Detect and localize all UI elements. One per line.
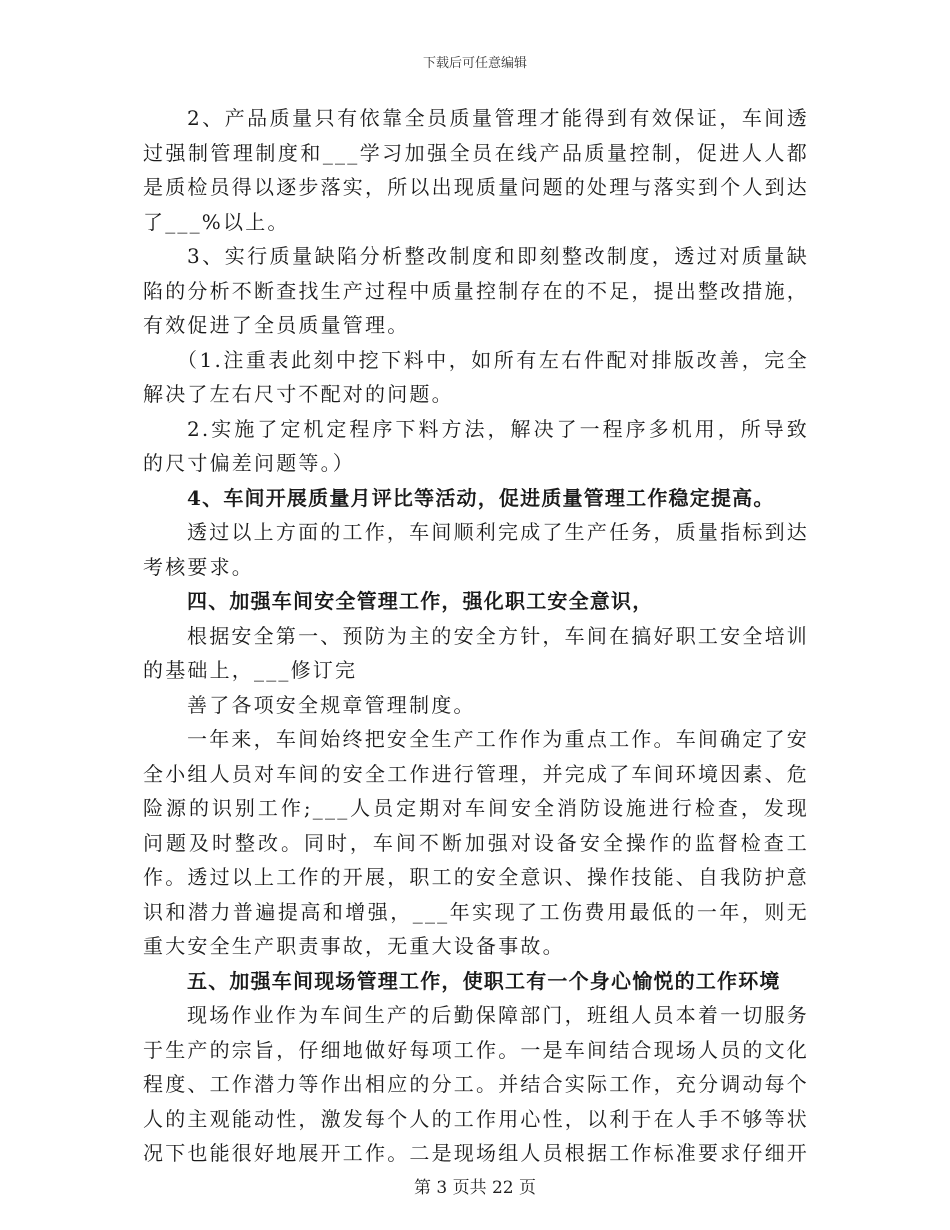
paragraph-quality-month: 4、车间开展质量月评比等活动，促进质量管理工作稳定提高。 bbox=[187, 485, 775, 510]
page-header: 下载后可任意编辑 bbox=[422, 56, 527, 71]
paragraph-defect-analysis: 3、实行质量缺陷分析整改制度和即刻整改制度，透过对质量缺陷的分析不断查找生产过程中质量控制存在的不足，提出整改措施，有效促进了全员质量管理。 bbox=[143, 244, 809, 337]
paragraph-safety-rules: 善了各项安全规章管理制度。 bbox=[187, 692, 476, 717]
paragraph-quality-management: 2、产品质量只有依靠全员质量管理才能得到有效保证，车间透过强制管理制度和___学习加强全员在线产品质量控制，促进人人都是质检员得以逐步落实，所以出现质量问题的处理与落实到个人到达了___%以上。 bbox=[143, 106, 809, 234]
paragraph-safety-year: 一年来，车间始终把安全生产工作作为重点工作。车间确定了安全小组人员对车间的安全工作进行管理，并完成了车间环境因素、危险源的识别工作;___人员定期对车间安全消防设施进行检查，发现问题及时整改。同时，车间不断加强对设备安全操作的监督检查工作。透过以上工作的开展，职工的安全意识、操作技能、自我防护意识和潜力普遍提高和增强，___年实现了工伤费用最低的一年，则无重大安全生产职责事故，无重大设备事故。 bbox=[143, 727, 809, 958]
paragraph-safety-policy: 根据安全第一、预防为主的安全方针，车间在搞好职工安全培训的基础上，___修订完 bbox=[143, 623, 809, 682]
section-heading-site-management: 五、加强车间现场管理工作，使职工有一个身心愉悦的工作环境 bbox=[187, 968, 781, 993]
paragraph-note-1: （1.注重表此刻中挖下料中，如所有左右件配对排版改善，完全解决了左右尺寸不配对的问题。 bbox=[143, 347, 809, 406]
section-heading-safety: 四、加强车间安全管理工作，强化职工安全意识， bbox=[187, 589, 654, 613]
document-body bbox=[143, 101, 809, 1171]
paragraph-summary: 透过以上方面的工作，车间顺利完成了生产任务，质量指标到达考核要求。 bbox=[143, 520, 809, 579]
paragraph-site-work: 现场作业作为车间生产的后勤保障部门，班组人员本着一切服务于生产的宗旨，仔细地做好每项工作。一是车间结合现场人员的文化程度、工作潜力等作出相应的分工。并结合实际工作，充分调动每个人的主观能动性，激发每个人的工作用心性，以利于在人手不够等状况下也能很好地展开工作。二是现场组人员根据工作标准要求仔细开 bbox=[143, 1003, 809, 1165]
paragraph-note-2: 2.实施了定机定程序下料方法，解决了一程序多机用，所导致的尺寸偏差问题等。） bbox=[143, 416, 809, 475]
page-number: 第 3 页共 22 页 bbox=[413, 1178, 537, 1198]
